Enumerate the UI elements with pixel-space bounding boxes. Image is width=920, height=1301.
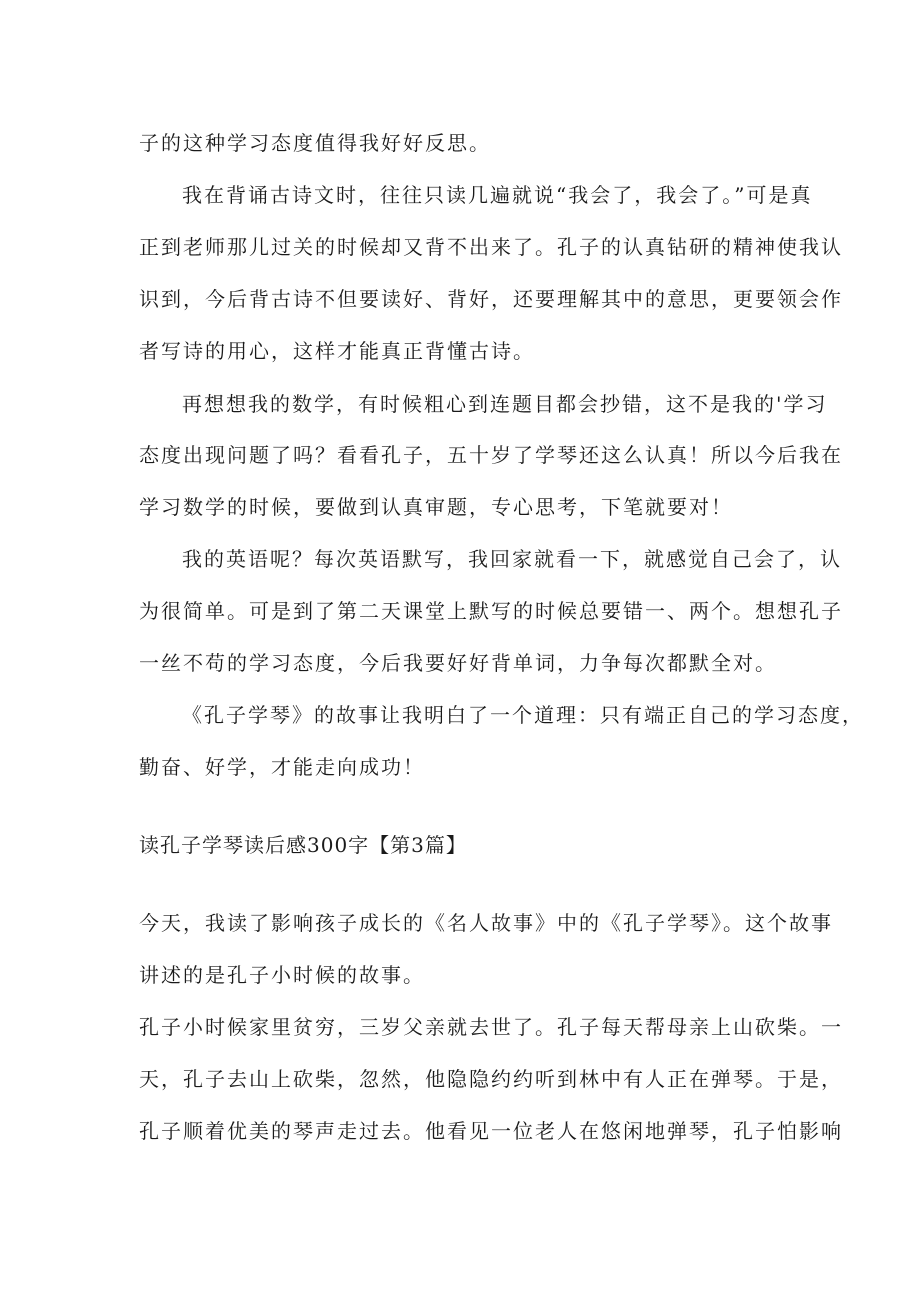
text-line: 为很简单。可是到了第二天课堂上默写的时候总要错一、两个。想想孔子 — [139, 599, 843, 623]
text-line: 正到老师那儿过关的时候却又背不出来了。孔子的认真钻研的精神使我认 — [139, 235, 843, 259]
text-line: 孔子顺着优美的琴声走过去。他看见一位老人在悠闲地弹琴，孔子怕影响 — [139, 1119, 843, 1143]
text-line: 今天，我读了影响孩子成长的《名人故事》中的《孔子学琴》。这个故事 — [139, 911, 833, 935]
paragraph-first-line: 再想想我的数学，有时候粗心到连题目都会抄错，这不是我的'学习 — [182, 392, 828, 416]
text-line: 讲述的是孔子小时候的故事。 — [139, 963, 425, 987]
paragraph-first-line: 《孔子学琴》的故事让我明白了一个道理：只有端正自己的学习态度， — [182, 703, 864, 727]
text-line: 者写诗的用心，这样才能真正背懂古诗。 — [139, 339, 535, 363]
text-line: 孔子小时候家里贫穷，三岁父亲就去世了。孔子每天帮母亲上山砍柴。一 — [139, 1015, 843, 1039]
text-line: 识到，今后背古诗不但要读好、背好，还要理解其中的意思，更要领会作 — [139, 287, 843, 311]
text-line: 子的这种学习态度值得我好好反思。 — [139, 131, 491, 155]
paragraph-first-line: 我在背诵古诗文时，往往只读几遍就说“我会了，我会了。”可是真 — [182, 183, 813, 207]
text-line: 勤奋、好学，才能走向成功！ — [139, 755, 425, 779]
text-line: 天，孔子去山上砍柴，忽然，他隐隐约约听到林中有人正在弹琴。于是， — [139, 1067, 843, 1091]
text-line: 态度出现问题了吗？看看孔子，五十岁了学琴还这么认真！所以今后我在 — [139, 443, 843, 467]
text-line: 一丝不苟的学习态度，今后我要好好背单词，力争每次都默全对。 — [139, 651, 777, 675]
section-heading: 读孔子学琴读后感300字【第3篇】 — [139, 833, 467, 857]
text-line: 学习数学的时候，要做到认真审题，专心思考，下笔就要对！ — [139, 495, 733, 519]
paragraph-first-line: 我的英语呢？每次英语默写，我回家就看一下，就感觉自己会了，认 — [182, 547, 842, 571]
